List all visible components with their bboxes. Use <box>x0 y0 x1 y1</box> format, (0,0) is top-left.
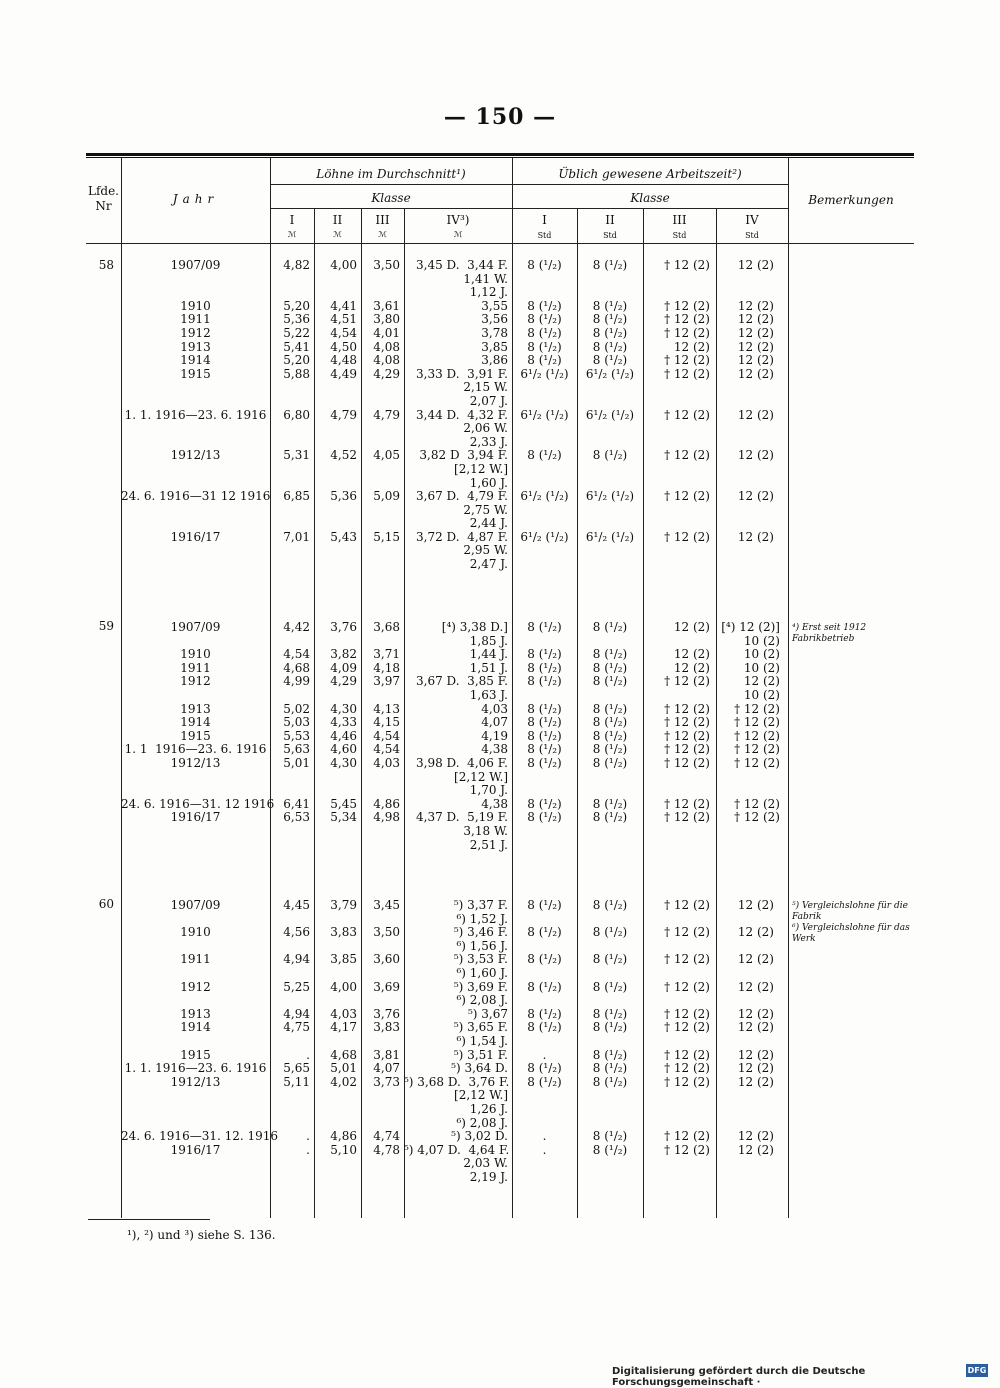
header-lohn-unit-3: ℳ <box>378 230 387 239</box>
section-60-lohn-3: 3,45 3,50 3,60 3,69 3,76 3,83 3,81 4,07 3,73 4,74 4,78 <box>373 898 400 1157</box>
header-zeit-unit-2: Std <box>603 231 617 240</box>
section-60-jahr: 1907/09 1910 1911 1912 1913 1914 1915 1. 1. 1916—23. 6. 1916 1912/13 24. 6. 1916—31. 12. 1916 1916/17 <box>121 898 279 1157</box>
section-60-lohn-1: 4,45 4,56 4,94 5,25 4,94 4,75 . 5,65 5,11 . . <box>283 898 310 1157</box>
footnote-rule <box>88 1219 210 1220</box>
section-59-lohn-1: 4,42 4,54 4,68 4,99 5,02 5,03 5,53 5,63 5,01 6,41 6,53 <box>283 620 310 825</box>
header-lohn-unit-1: ℳ <box>287 230 297 239</box>
header-lohn-class-3: III <box>375 213 390 227</box>
section-60-zeit-1: 8 (¹/₂) 8 (¹/₂) 8 (¹/₂) 8 (¹/₂) 8 (¹/₂) 8 (¹/₂) . 8 (¹/₂) 8 (¹/₂) . . <box>527 898 562 1157</box>
col-rule-bem <box>788 158 789 1218</box>
header-zeit-class-3: III <box>672 213 687 227</box>
header-zeit-unit-4: Std <box>745 231 759 240</box>
header-rule-klasse <box>270 208 788 209</box>
section-59-jahr: 1907/09 1910 1911 1912 1913 1914 1915 1. 1 1916—23. 6. 1916 1912/13 24. 6. 1916—31. 12 1916 1916/17 <box>121 620 275 825</box>
section-58-zeit-4: 12 (2) 12 (2) 12 (2) 12 (2) 12 (2) 12 (2) 12 (2) 12 (2) 12 (2) 12 (2) 12 (2) <box>737 258 774 544</box>
section-58-zeit-1: 8 (¹/₂) 8 (¹/₂) 8 (¹/₂) 8 (¹/₂) 8 (¹/₂) 8 (¹/₂) 6¹/₂ (¹/₂) 6¹/₂ (¹/₂) 8 (¹/₂) 6¹/₂ (¹/₂) 6¹/₂ (¹/₂) <box>520 258 569 544</box>
header-lfd-nr: Lfde. Nr <box>87 184 119 213</box>
section-59-nr: 59 <box>98 619 114 633</box>
section-58-lohn-2: 4,00 4,41 4,51 4,54 4,50 4,48 4,49 4,79 4,52 5,36 5,43 <box>330 258 357 544</box>
section-60-zeit-3: † 12 (2) † 12 (2) † 12 (2) † 12 (2) † 12 (2) † 12 (2) † 12 (2) † 12 (2) † 12 (2) † 12 (2) † 12 (2) <box>664 898 710 1157</box>
section-58-lohn-4: 3,45 D. 3,44 F. 1,41 W. 1,12 J. 3,55 3,56 3,78 3,85 3,86 3,33 D. 3,91 F. 2,15 W. 2,07 J. 3,44 D. 4,32 F. 2,06 W. 2,33 J. 3,82 D 3,94 F. [2,12 W.] 1,60 J. 3,67 D. 4,79 F. 2,75 W. 2,44 J. 3,72 D. 4,87 F. 2,95 W. 2,47 J. <box>416 258 508 572</box>
header-zeit-unit-3: Std <box>672 231 687 240</box>
header-bemerkungen: Bemerkungen <box>808 193 894 207</box>
header-lohn-unit-2: ℳ <box>333 230 342 239</box>
header-zeit-class-1: I <box>542 213 547 227</box>
header-rule-bottom <box>86 243 914 244</box>
section-58-zeit-2: 8 (¹/₂) 8 (¹/₂) 8 (¹/₂) 8 (¹/₂) 8 (¹/₂) 8 (¹/₂) 6¹/₂ (¹/₂) 6¹/₂ (¹/₂) 8 (¹/₂) 6¹/₂ (¹/₂) 6¹/₂ (¹/₂) <box>585 258 635 544</box>
header-klasse-loehne: Klasse <box>371 191 411 205</box>
header-arbeitszeit: Üblich gewesene Arbeitszeit²) <box>558 167 742 181</box>
section-58-jahr: 1907/09 1910 1911 1912 1913 1914 1915 1. 1. 1916—23. 6. 1916 1912/13 24. 6. 1916—31 12 1916 1916/17 <box>121 258 271 544</box>
section-59-note: ⁴) Erst seit 1912 Fabrikbetrieb <box>792 623 867 644</box>
header-zeit-unit-1: Std <box>537 231 552 240</box>
section-59-zeit-2: 8 (¹/₂) 8 (¹/₂) 8 (¹/₂) 8 (¹/₂) 8 (¹/₂) 8 (¹/₂) 8 (¹/₂) 8 (¹/₂) 8 (¹/₂) 8 (¹/₂) 8 (¹/₂) <box>592 620 628 825</box>
header-jahr: Jahr <box>172 192 219 206</box>
header-lohn-unit-4: ℳ <box>453 230 463 239</box>
page-number: — 150 — <box>443 104 557 130</box>
header-loehne: Löhne im Durchschnitt¹) <box>316 167 466 181</box>
section-59-lohn-4: [⁴) 3,38 D.] 1,85 J. 1,44 J. 1,51 J. 3,67 D. 3,85 F. 1,63 J. 4,03 4,07 4,19 4,38 3,98 D. 4,06 F. [2,12 W.] 1,70 J. 4,38 4,37 D. 5,19 F. 3,18 W. 2,51 J. <box>416 620 508 852</box>
digitization-credit: Digitalisierung gefördert durch die Deutsche Forschungsgemeinschaft · <box>612 1366 866 1388</box>
header-zeit-class-4: IV <box>745 213 759 227</box>
header-rule-groups <box>270 184 788 185</box>
section-59-zeit-1: 8 (¹/₂) 8 (¹/₂) 8 (¹/₂) 8 (¹/₂) 8 (¹/₂) 8 (¹/₂) 8 (¹/₂) 8 (¹/₂) 8 (¹/₂) 8 (¹/₂) 8 (¹/₂) <box>527 620 562 825</box>
section-59-lohn-3: 3,68 3,71 4,18 3,97 4,13 4,15 4,54 4,54 4,03 4,86 4,98 <box>373 620 400 825</box>
section-60-lohn-2: 3,79 3,83 3,85 4,00 4,03 4,17 4,68 5,01 4,02 4,86 5,10 <box>330 898 357 1157</box>
section-60-lohn-4: ⁵) 3,37 F. ⁶) 1,52 J. ⁵) 3,46 F. ⁶) 1,56 J. ⁵) 3,53 F. ⁶) 1,60 J. ⁵) 3,69 F. ⁶) 2,08 J. ⁵) 3,67 ⁵) 3,65 F. ⁶) 1,54 J. ⁵) 3,51 F. ⁵) 3,64 D. ⁵) 3,68 D. 3,76 F. [2,12 W.] 1,26 J. ⁶) 2,08 J. ⁵) 3,02 D. ⁵) 4,07 D. 4,64 F. 2,03 W. 2,19 J. <box>404 898 510 1184</box>
section-60-zeit-2: 8 (¹/₂) 8 (¹/₂) 8 (¹/₂) 8 (¹/₂) 8 (¹/₂) 8 (¹/₂) 8 (¹/₂) 8 (¹/₂) 8 (¹/₂) 8 (¹/₂) 8 (¹/₂) <box>592 898 628 1157</box>
header-zeit-class-2: II <box>605 213 615 227</box>
section-58-zeit-3: † 12 (2) † 12 (2) † 12 (2) † 12 (2) 12 (2) † 12 (2) † 12 (2) † 12 (2) † 12 (2) † 12 (2) † 12 (2) <box>664 258 710 544</box>
table-top-rule-thin <box>86 157 914 158</box>
section-60-zeit-4: 12 (2) 12 (2) 12 (2) 12 (2) 12 (2) 12 (2) 12 (2) 12 (2) 12 (2) 12 (2) 12 (2) <box>737 898 774 1157</box>
dfg-logo: DFG <box>967 1366 987 1375</box>
header-klasse-zeit: Klasse <box>630 191 670 205</box>
footnote: ¹), ²) und ³) siehe S. 136. <box>127 1228 276 1242</box>
header-lohn-class-1: I <box>289 213 295 227</box>
section-58-nr: 58 <box>98 258 114 272</box>
section-60-nr: 60 <box>98 897 114 911</box>
header-lohn-class-4: IV³) <box>446 213 470 227</box>
section-58-lohn-3: 3,50 3,61 3,80 4,01 4,08 4,08 4,29 4,79 4,05 5,09 5,15 <box>373 258 400 544</box>
section-59-zeit-4: [⁴) 12 (2)] 10 (2) 10 (2) 10 (2) 12 (2) 10 (2) † 12 (2) † 12 (2) † 12 (2) † 12 (2) † 12 (2) † 12 (2) † 12 (2) <box>721 620 780 825</box>
header-lohn-class-2: II <box>332 213 343 227</box>
table-top-rule <box>86 153 914 156</box>
section-60-note: ⁵) Vergleichslohne für die Fabrik ⁶) Vergleichslohne für das Werk <box>792 901 910 944</box>
section-59-zeit-3: 12 (2) 12 (2) 12 (2) † 12 (2) † 12 (2) † 12 (2) † 12 (2) † 12 (2) † 12 (2) † 12 (2) † 12 (2) <box>664 620 710 825</box>
section-59-lohn-2: 3,76 3,82 4,09 4,29 4,30 4,33 4,46 4,60 4,30 5,45 5,34 <box>330 620 357 825</box>
section-58-lohn-1: 4,82 5,20 5,36 5,22 5,41 5,20 5,88 6,80 5,31 6,85 7,01 <box>283 258 310 544</box>
